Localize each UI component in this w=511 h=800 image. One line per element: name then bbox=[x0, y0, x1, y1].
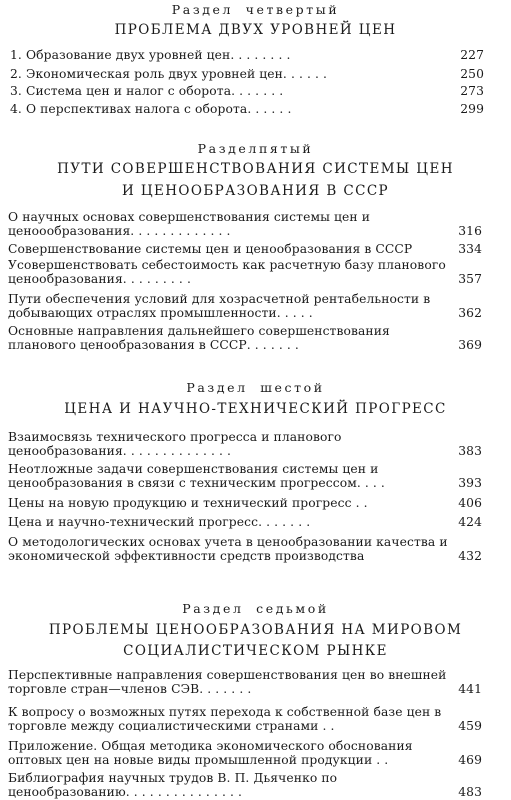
toc-entry-text: О научных основах совершенствования системы цен и ценоообразования. . . . . . . . . . . . . bbox=[8, 210, 370, 239]
toc-entry-page: 469 bbox=[458, 753, 482, 768]
toc-entry-text: Усовершенствовать себестоимость как расчетную базу планового ценообразования. . . . . . . . . bbox=[8, 258, 446, 287]
toc-entry[interactable] bbox=[8, 258, 482, 287]
toc-entry-text: Неотложные задачи совершенствования системы цен и ценообразования в связи с техническим прогрессом. . . . bbox=[8, 462, 385, 491]
toc-entry-page: 299 bbox=[460, 102, 484, 116]
toc-entry[interactable] bbox=[8, 430, 482, 459]
toc-entry-page: 369 bbox=[458, 338, 482, 353]
toc-entry-text: Совершенствование системы цен и ценообразования в СССР bbox=[8, 242, 413, 256]
toc-entry-page: 250 bbox=[460, 67, 484, 81]
toc-entry[interactable] bbox=[8, 292, 482, 321]
toc-entry-text: Библиография научных трудов В. П. Дьяченко по ценообразованию. . . . . . . . . . . . . . . bbox=[8, 771, 338, 800]
toc-entry-page: 357 bbox=[458, 272, 482, 287]
toc-entry[interactable] bbox=[8, 462, 482, 491]
toc-entry[interactable] bbox=[8, 242, 482, 256]
toc-entry-page: 362 bbox=[458, 306, 482, 321]
section-title: И ЦЕНООБРАЗОВАНИЯ В СССР bbox=[121, 183, 390, 199]
toc-entry-page: 424 bbox=[458, 515, 482, 529]
toc-entry-page: 432 bbox=[458, 549, 482, 564]
toc-entry-text: 2. Экономическая роль двух уровней цен. . . . . . bbox=[10, 67, 328, 81]
toc-entry-text: Приложение. Общая методика экономического обоснования оптовых цен на новые виды промышленной продукции . . bbox=[8, 739, 413, 768]
section-label: Раздел четвертый bbox=[171, 2, 340, 17]
toc-entry-page: 459 bbox=[458, 719, 482, 734]
toc-entry[interactable] bbox=[10, 84, 484, 98]
toc-entry-page: 393 bbox=[458, 476, 482, 491]
section-title: СОЦИАЛИСТИЧЕСКОМ РЫНКЕ bbox=[123, 643, 388, 659]
toc-entry-page: 383 bbox=[458, 444, 482, 459]
toc-entry[interactable] bbox=[8, 496, 482, 510]
toc-entry-text: К вопросу о возможных путях перехода к собственной базе цен в торговле между социалистическими странами . . bbox=[8, 705, 442, 734]
toc-entry-text: Цена и научно-технический прогресс. . . . . . . bbox=[8, 515, 311, 529]
toc-entry-text: 3. Система цен и налог с оборота. . . . . . . bbox=[10, 84, 284, 98]
toc-entry[interactable] bbox=[8, 668, 482, 697]
toc-entry-text: 1. Образование двух уровней цен. . . . . . . . bbox=[10, 48, 291, 62]
toc-entry-text: Пути обеспечения условий для хозрасчетной рентабельности в добывающих отраслях промышленности. . . . . bbox=[8, 292, 431, 321]
toc-entry-page: 406 bbox=[458, 496, 482, 510]
toc-entry[interactable] bbox=[10, 102, 484, 116]
toc-entry[interactable] bbox=[8, 771, 482, 800]
toc-entry-text: 4. О перспективах налога с оборота. . . . . . bbox=[10, 102, 292, 116]
toc-entry[interactable] bbox=[10, 67, 484, 81]
toc-entry-page: 441 bbox=[458, 682, 482, 697]
toc-entry[interactable] bbox=[8, 324, 482, 353]
toc-entry-text: Взаимосвязь технического прогресса и планового ценообразования. . . . . . . . . . . . . . bbox=[8, 430, 342, 459]
section-title: ЦЕНА И НАУЧНО-ТЕХНИЧЕСКИЙ ПРОГРЕСС bbox=[64, 401, 447, 417]
section-label: Раздел седьмой bbox=[182, 601, 329, 616]
toc-entry-text: Основные направления дальнейшего совершенствования планового ценообразования в СССР. . . . . . . bbox=[8, 324, 390, 353]
toc-entry[interactable] bbox=[8, 705, 482, 734]
toc-entry[interactable] bbox=[8, 210, 482, 239]
toc-entry-page: 316 bbox=[458, 224, 482, 239]
toc-entry[interactable] bbox=[8, 535, 482, 564]
section-title: ПРОБЛЕМА ДВУХ УРОВНЕЙ ЦЕН bbox=[114, 22, 397, 38]
section-label: Разделпятый bbox=[197, 141, 314, 156]
toc-entry-page: 273 bbox=[460, 84, 484, 98]
toc-entry-page: 334 bbox=[458, 242, 482, 256]
toc-entry-text: Цены на новую продукцию и технический прогресс . . bbox=[8, 496, 368, 510]
toc-entry[interactable] bbox=[8, 739, 482, 768]
toc-entry-page: 483 bbox=[458, 785, 482, 800]
toc-entry-text: Перспективные направления совершенствования цен во внешней торговле стран—членов СЭВ. . . . . . . bbox=[8, 668, 447, 697]
toc-entry[interactable] bbox=[8, 515, 482, 529]
section-title: ПРОБЛЕМЫ ЦЕНООБРАЗОВАНИЯ НА МИРОВОМ bbox=[48, 622, 463, 638]
toc-entry-page: 227 bbox=[460, 48, 484, 62]
section-title: ПУТИ СОВЕРШЕНСТВОВАНИЯ СИСТЕМЫ ЦЕН bbox=[57, 161, 454, 177]
section-label: Раздел шестой bbox=[186, 380, 325, 395]
toc-entry[interactable] bbox=[10, 48, 484, 62]
toc-entry-text: О методологических основах учета в ценообразовании качества и экономической эффективности средств производства bbox=[8, 535, 448, 564]
